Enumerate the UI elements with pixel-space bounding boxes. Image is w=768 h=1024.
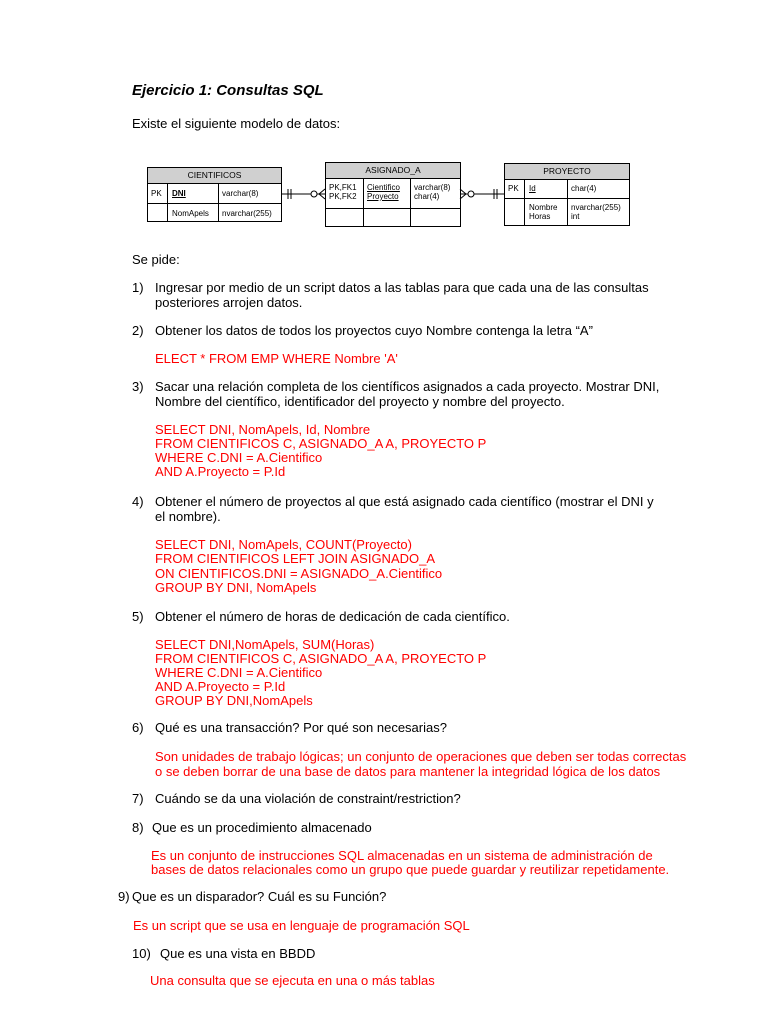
asignado-key-1: PK,FK1 [329,183,357,192]
answer-text: SELECT DNI, NomApels, Id, Nombre [155,422,371,437]
answer-text: FROM CIENTIFICOS C, ASIGNADO_A A, PROYECTO P [155,651,487,666]
proyecto-nombre-type: nvarchar(255) [571,203,621,212]
cientificos-dni: DNI [172,189,186,198]
question-text: el nombre). [155,509,221,524]
proyecto-id: Id [529,184,536,193]
answer-text: GROUP BY DNI, NomApels [155,580,317,595]
question-number: 8) [132,820,144,835]
proyecto-horas: Horas [529,212,551,221]
question-number: 10) [132,946,151,961]
answer-text: Es un script que se usa en lenguaje de programación SQL [133,918,470,933]
question-number: 7) [132,791,144,806]
answer-text: bases de datos relacionales como un grupo que puede guardar y reutilizar repetidamente. [151,862,670,877]
table-proyecto-name: PROYECTO [505,164,629,180]
se-pide-label: Se pide: [132,252,180,267]
cientificos-nomapels-type: nvarchar(255) [222,209,272,218]
answer-text: o se deben borrar de una base de datos para mantener la integridad lógica de los datos [155,764,661,779]
question-text: Obtener el número de horas de dedicación de cada científico. [155,609,510,624]
cientificos-nomapels: NomApels [172,209,209,218]
answer-text: AND A.Proyecto = P.Id [155,464,286,479]
table-asignado-name: ASIGNADO_A [326,163,460,179]
question-text: Qué es una transacción? Por qué son necesarias? [155,720,447,735]
answer-text: WHERE C.DNI = A.Cientifico [155,665,323,680]
proyecto-nombre: Nombre [529,203,558,212]
question-number: 2) [132,323,144,338]
proyecto-horas-type: int [571,212,580,221]
question-text: Sacar una relación completa de los científicos asignados a cada proyecto. Mostrar DNI, [155,379,660,394]
page-title: Ejercicio 1: Consultas SQL [132,82,324,99]
answer-text: Una consulta que se ejecuta en una o más tablas [150,973,435,988]
answer-text: FROM CIENTIFICOS LEFT JOIN ASIGNADO_A [155,551,436,566]
cientificos-pk: PK [151,189,162,198]
question-text: Obtener el número de proyectos al que está asignado cada científico (mostrar el DNI y [155,494,654,509]
question-text: Ingresar por medio de un script datos a las tablas para que cada una de las consultas [155,280,649,295]
question-number: 9) [118,889,130,904]
answer-text: GROUP BY DNI,NomApels [155,693,313,708]
asignado-type-1: varchar(8) [414,183,451,192]
answer-text: Es un conjunto de instrucciones SQL almacenadas en un sistema de administración de [151,848,653,863]
cientificos-dni-type: varchar(8) [222,189,259,198]
asignado-cientifico: Cientifico [367,183,400,192]
question-text: Que es un procedimiento almacenado [152,820,372,835]
answer-text: ELECT * FROM EMP WHERE Nombre 'A' [155,351,398,366]
question-number: 1) [132,280,144,295]
question-number: 5) [132,609,144,624]
answer-text: SELECT DNI, NomApels, COUNT(Proyecto) [155,537,412,552]
question-text: Cuándo se da una violación de constraint/restriction? [155,791,461,806]
asignado-type-2: char(4) [414,192,440,201]
table-cientificos-name: CIENTIFICOS [148,168,281,184]
answer-text: Son unidades de trabajo lógicas; un conjunto de operaciones que deben ser todas correctas [155,749,687,764]
answer-text: AND A.Proyecto = P.Id [155,679,286,694]
question-text: Nombre del científico, identificador del proyecto y nombre del proyecto. [155,394,565,409]
question-number: 3) [132,379,144,394]
question-text: Obtener los datos de todos los proyectos cuyo Nombre contenga la letra “A” [155,323,593,338]
relationship-connectors [0,0,768,260]
question-text: Que es un disparador? Cuál es su Función? [132,889,387,904]
answer-text: ON CIENTIFICOS.DNI = ASIGNADO_A.Cientifico [155,566,443,581]
question-number: 6) [132,720,144,735]
answer-text: WHERE C.DNI = A.Cientifico [155,450,323,465]
proyecto-id-type: char(4) [571,184,597,193]
asignado-proyecto: Proyecto [367,192,399,201]
question-number: 4) [132,494,144,509]
intro-text: Existe el siguiente modelo de datos: [132,116,341,131]
question-text: posteriores arrojen datos. [155,295,303,310]
answer-text: FROM CIENTIFICOS C, ASIGNADO_A A, PROYECTO P [155,436,487,451]
question-text: Que es una vista en BBDD [160,946,316,961]
asignado-key-2: PK,FK2 [329,192,357,201]
proyecto-pk: PK [508,184,519,193]
answer-text: SELECT DNI,NomApels, SUM(Horas) [155,637,375,652]
